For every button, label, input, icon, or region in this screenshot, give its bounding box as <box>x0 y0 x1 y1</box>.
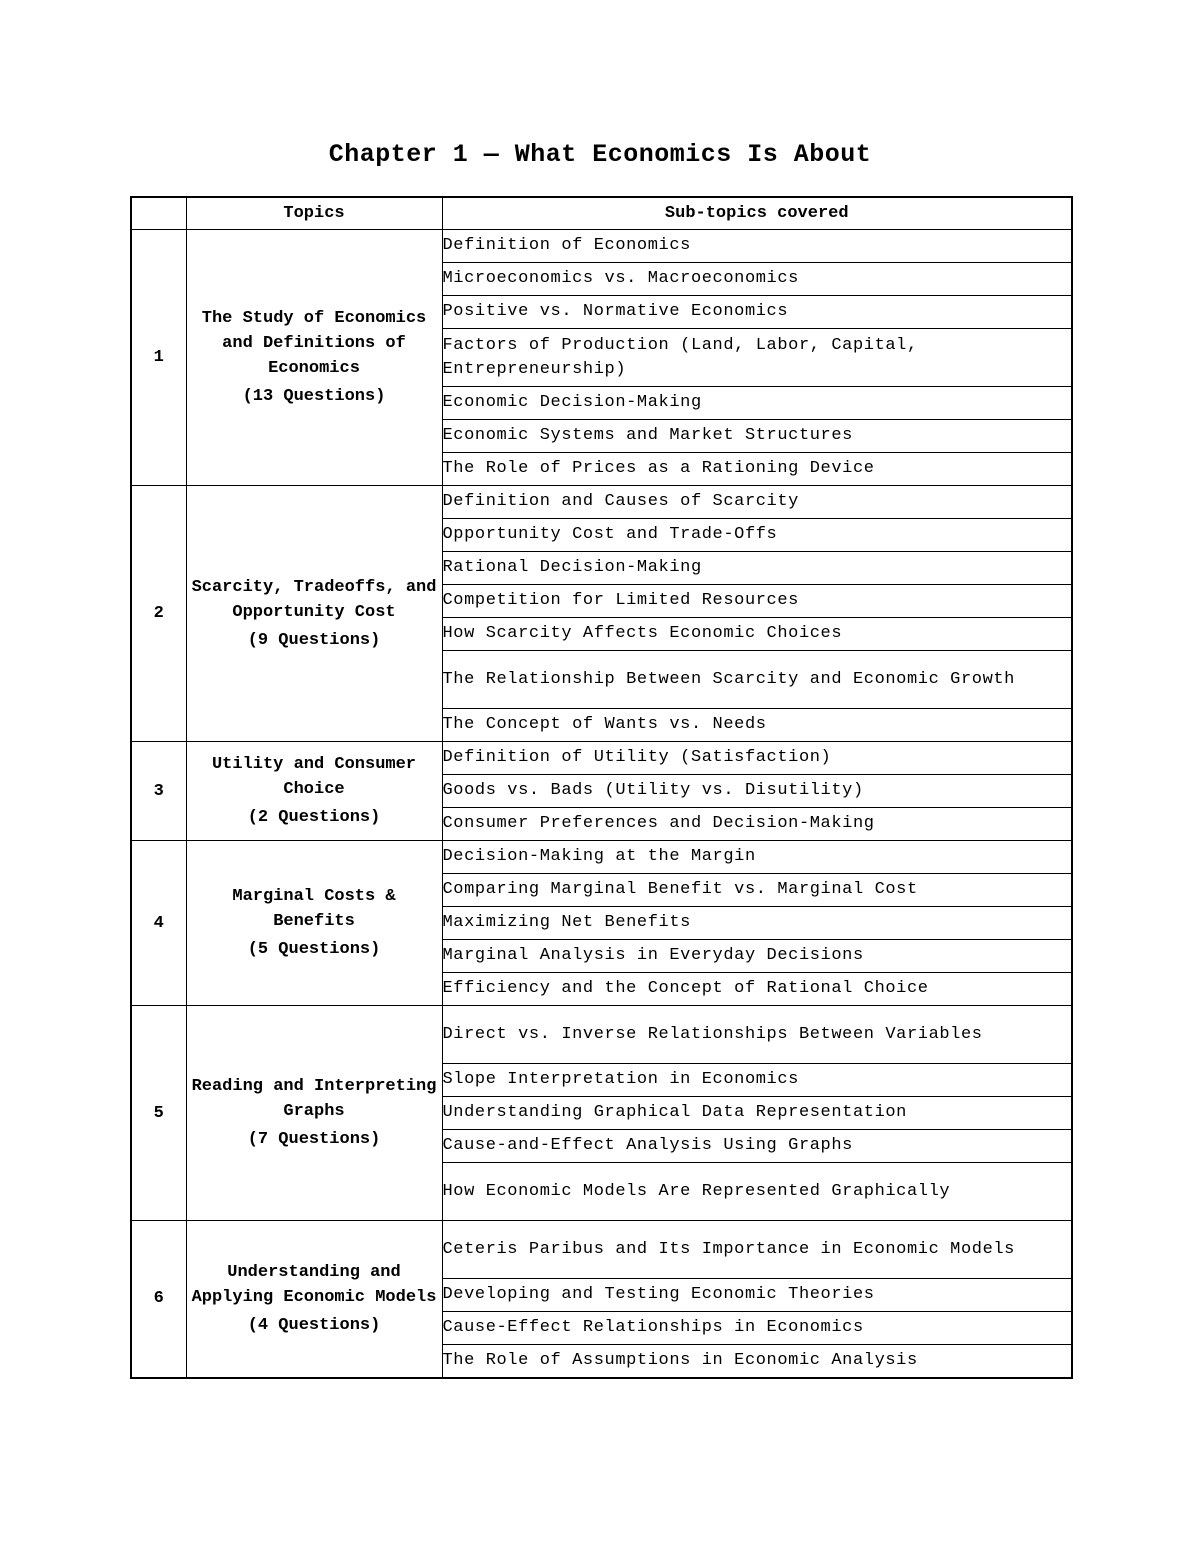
question-count: (4 Questions) <box>247 1315 381 1335</box>
page-title: Chapter 1 — What Economics Is About <box>328 140 872 169</box>
section-topic <box>186 486 442 742</box>
table-row <box>131 1221 1072 1279</box>
subtopic-cell: Marginal Analysis in Everyday Decisions <box>442 940 1072 973</box>
table-row <box>131 486 1072 519</box>
table-header-row <box>131 197 1072 230</box>
section-number: 5 <box>131 1006 186 1221</box>
subtopic-cell: Understanding Graphical Data Representation <box>442 1097 1072 1130</box>
subtopic-cell: Competition for Limited Resources <box>442 585 1072 618</box>
subtopic-cell: Microeconomics vs. Macroeconomics <box>442 263 1072 296</box>
subtopic-cell: Efficiency and the Concept of Rational Choice <box>442 973 1072 1006</box>
subtopic-cell: Definition and Causes of Scarcity <box>442 486 1072 519</box>
table-row <box>131 742 1072 775</box>
section-number: 1 <box>131 230 186 486</box>
header-subtopics: Sub-topics covered <box>442 197 1072 230</box>
subtopic-cell: Opportunity Cost and Trade-Offs <box>442 519 1072 552</box>
subtopic-cell: Developing and Testing Economic Theories <box>442 1279 1072 1312</box>
subtopic-cell: Consumer Preferences and Decision-Making <box>442 808 1072 841</box>
subtopic-cell: Positive vs. Normative Economics <box>442 296 1072 329</box>
topic-title: Utility and Consumer Choice <box>211 755 417 799</box>
section-topic <box>186 742 442 841</box>
subtopic-cell: Definition of Utility (Satisfaction) <box>442 742 1072 775</box>
section-topic <box>186 841 442 1006</box>
section-topic <box>186 1006 442 1221</box>
question-count: (7 Questions) <box>247 1130 381 1149</box>
subtopic-cell: Cause-Effect Relationships in Economics <box>442 1312 1072 1345</box>
question-count: (9 Questions) <box>247 630 381 650</box>
subtopic-cell: The Role of Assumptions in Economic Analysis <box>442 1345 1072 1378</box>
section-number: 6 <box>131 1221 186 1378</box>
subtopic-cell: Definition of Economics <box>442 230 1072 263</box>
subtopic-cell: Cause-and-Effect Analysis Using Graphs <box>442 1130 1072 1163</box>
header-topics: Topics <box>186 197 442 230</box>
subtopic-cell: The Concept of Wants vs. Needs <box>442 709 1072 742</box>
section-topic <box>186 1221 442 1378</box>
subtopic-cell: How Scarcity Affects Economic Choices <box>442 618 1072 651</box>
subtopic-cell: Direct vs. Inverse Relationships Between Variables <box>442 1006 1072 1064</box>
topic-title: Marginal Costs & Benefits <box>232 887 396 931</box>
subtopic-cell: Economic Decision-Making <box>442 387 1072 420</box>
section-topic <box>186 230 442 486</box>
section-number: 2 <box>131 486 186 742</box>
subtopic-cell: Economic Systems and Market Structures <box>442 420 1072 453</box>
section-number: 4 <box>131 841 186 1006</box>
question-count: (13 Questions) <box>242 387 386 406</box>
subtopic-cell: Ceteris Paribus and Its Importance in Economic Models <box>442 1221 1072 1279</box>
subtopic-cell: Decision-Making at the Margin <box>442 841 1072 874</box>
topic-title: Scarcity, Tradeoffs, and Opportunity Cost <box>191 577 437 622</box>
question-count: (5 Questions) <box>247 940 381 959</box>
subtopic-cell: The Relationship Between Scarcity and Economic Growth <box>442 651 1072 709</box>
table-row <box>131 841 1072 874</box>
topic-title: Understanding and Applying Economic Models <box>191 1262 437 1307</box>
table-row <box>131 230 1072 263</box>
subtopic-cell: Goods vs. Bads (Utility vs. Disutility) <box>442 775 1072 808</box>
subtopic-cell: Rational Decision-Making <box>442 552 1072 585</box>
subtopic-cell: Factors of Production (Land, Labor, Capital, Entrepreneurship) <box>442 329 1072 387</box>
section-number: 3 <box>131 742 186 841</box>
subtopic-cell: The Role of Prices as a Rationing Device <box>442 453 1072 486</box>
topic-title: The Study of Economics and Definitions of Economics <box>201 309 427 378</box>
table-row <box>131 1006 1072 1064</box>
topics-table <box>130 196 1073 1379</box>
subtopic-cell: Slope Interpretation in Economics <box>442 1064 1072 1097</box>
header-number <box>131 197 186 230</box>
question-count: (2 Questions) <box>247 808 381 827</box>
subtopic-cell: How Economic Models Are Represented Graphically <box>442 1163 1072 1221</box>
subtopic-cell: Comparing Marginal Benefit vs. Marginal Cost <box>442 874 1072 907</box>
topic-title: Reading and Interpreting Graphs <box>191 1077 437 1121</box>
subtopic-cell: Maximizing Net Benefits <box>442 907 1072 940</box>
